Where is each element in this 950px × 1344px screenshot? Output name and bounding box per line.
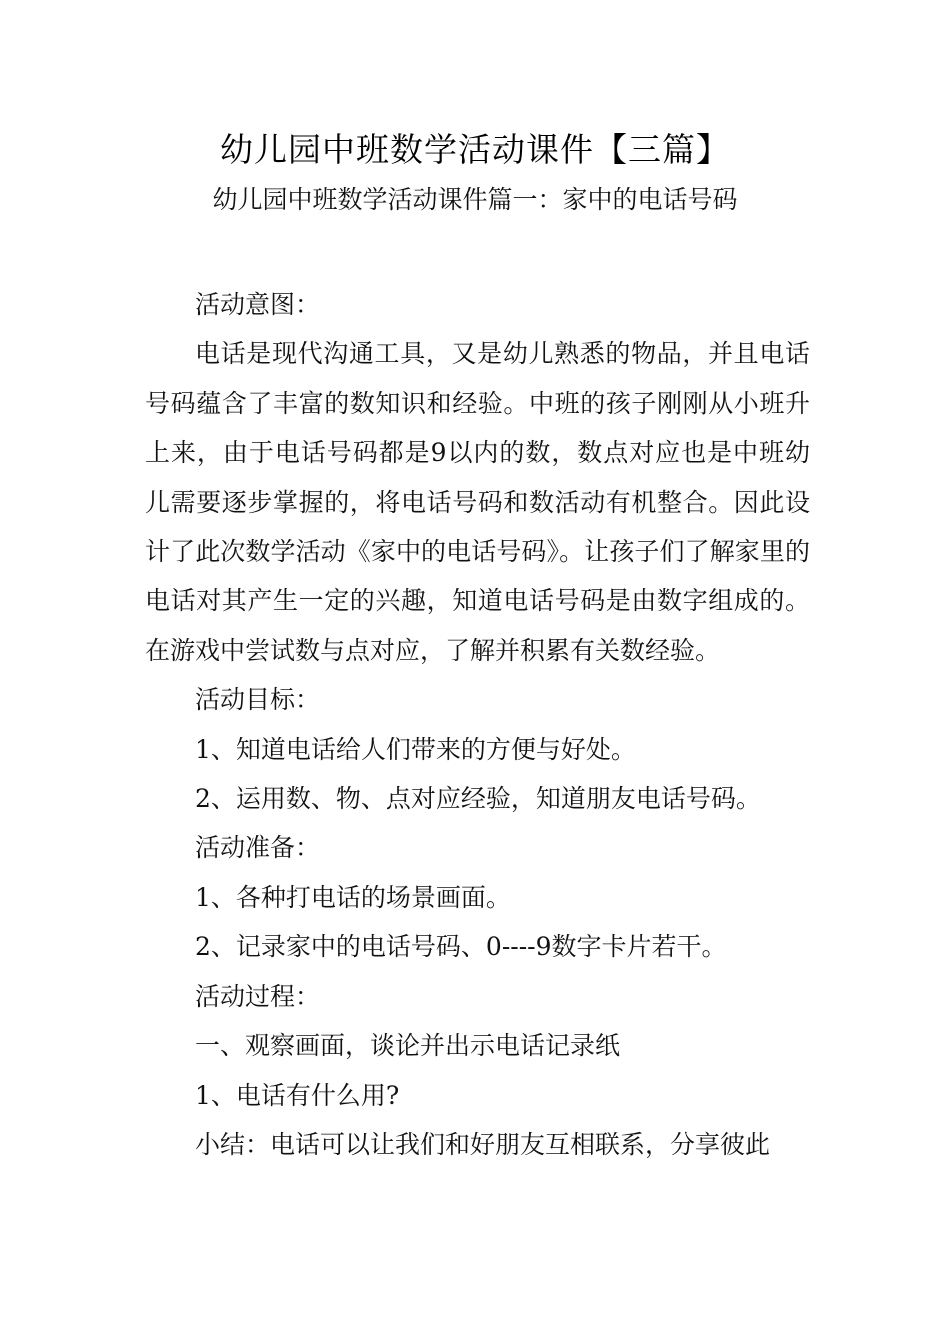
goal-item-1: 1、知道电话给人们带来的方便与好处。 bbox=[195, 734, 636, 764]
process-question-1: 1、电话有什么用? bbox=[195, 1080, 400, 1110]
section-heading-intent: 活动意图： bbox=[195, 290, 321, 319]
intent-paragraph: 电话是现代沟通工具，又是幼儿熟悉的物品，并且电话号码蕴含了丰富的数知识和经验。中班的孩子刚刚从小班升上来，由于电话号码都是9以内的数，数点对应也是中班幼儿需要逐步掌握的，将电话号码和数活动有机整合。因此设计了此次数学活动《家中的电话号码》。让孩子们了解家里的电话对其产生一定的兴趣，知道电话号码是由数字组成的。在游戏中尝试数与点对应，了解并积累有关数经验。 bbox=[145, 339, 810, 665]
document-title: 幼儿园中班数学活动课件【三篇】 bbox=[220, 130, 730, 169]
process-step-1: 一、观察画面，谈论并出示电话记录纸 bbox=[195, 1031, 621, 1061]
document-body bbox=[145, 280, 810, 1169]
document-subtitle: 幼儿园中班数学活动课件篇一：家中的电话号码 bbox=[212, 185, 738, 214]
goal-item-2: 2、运用数、物、点对应经验，知道朋友电话号码。 bbox=[195, 784, 761, 814]
section-heading-process: 活动过程： bbox=[195, 981, 321, 1011]
section-heading-preparation: 活动准备： bbox=[195, 833, 321, 863]
preparation-item-1: 1、各种打电话的场景画面。 bbox=[195, 882, 511, 912]
preparation-item-2: 2、记录家中的电话号码、0----9数字卡片若干。 bbox=[195, 932, 727, 962]
section-heading-goals: 活动目标： bbox=[195, 685, 321, 715]
process-summary: 小结：电话可以让我们和好朋友互相联系，分享彼此 bbox=[195, 1129, 771, 1159]
